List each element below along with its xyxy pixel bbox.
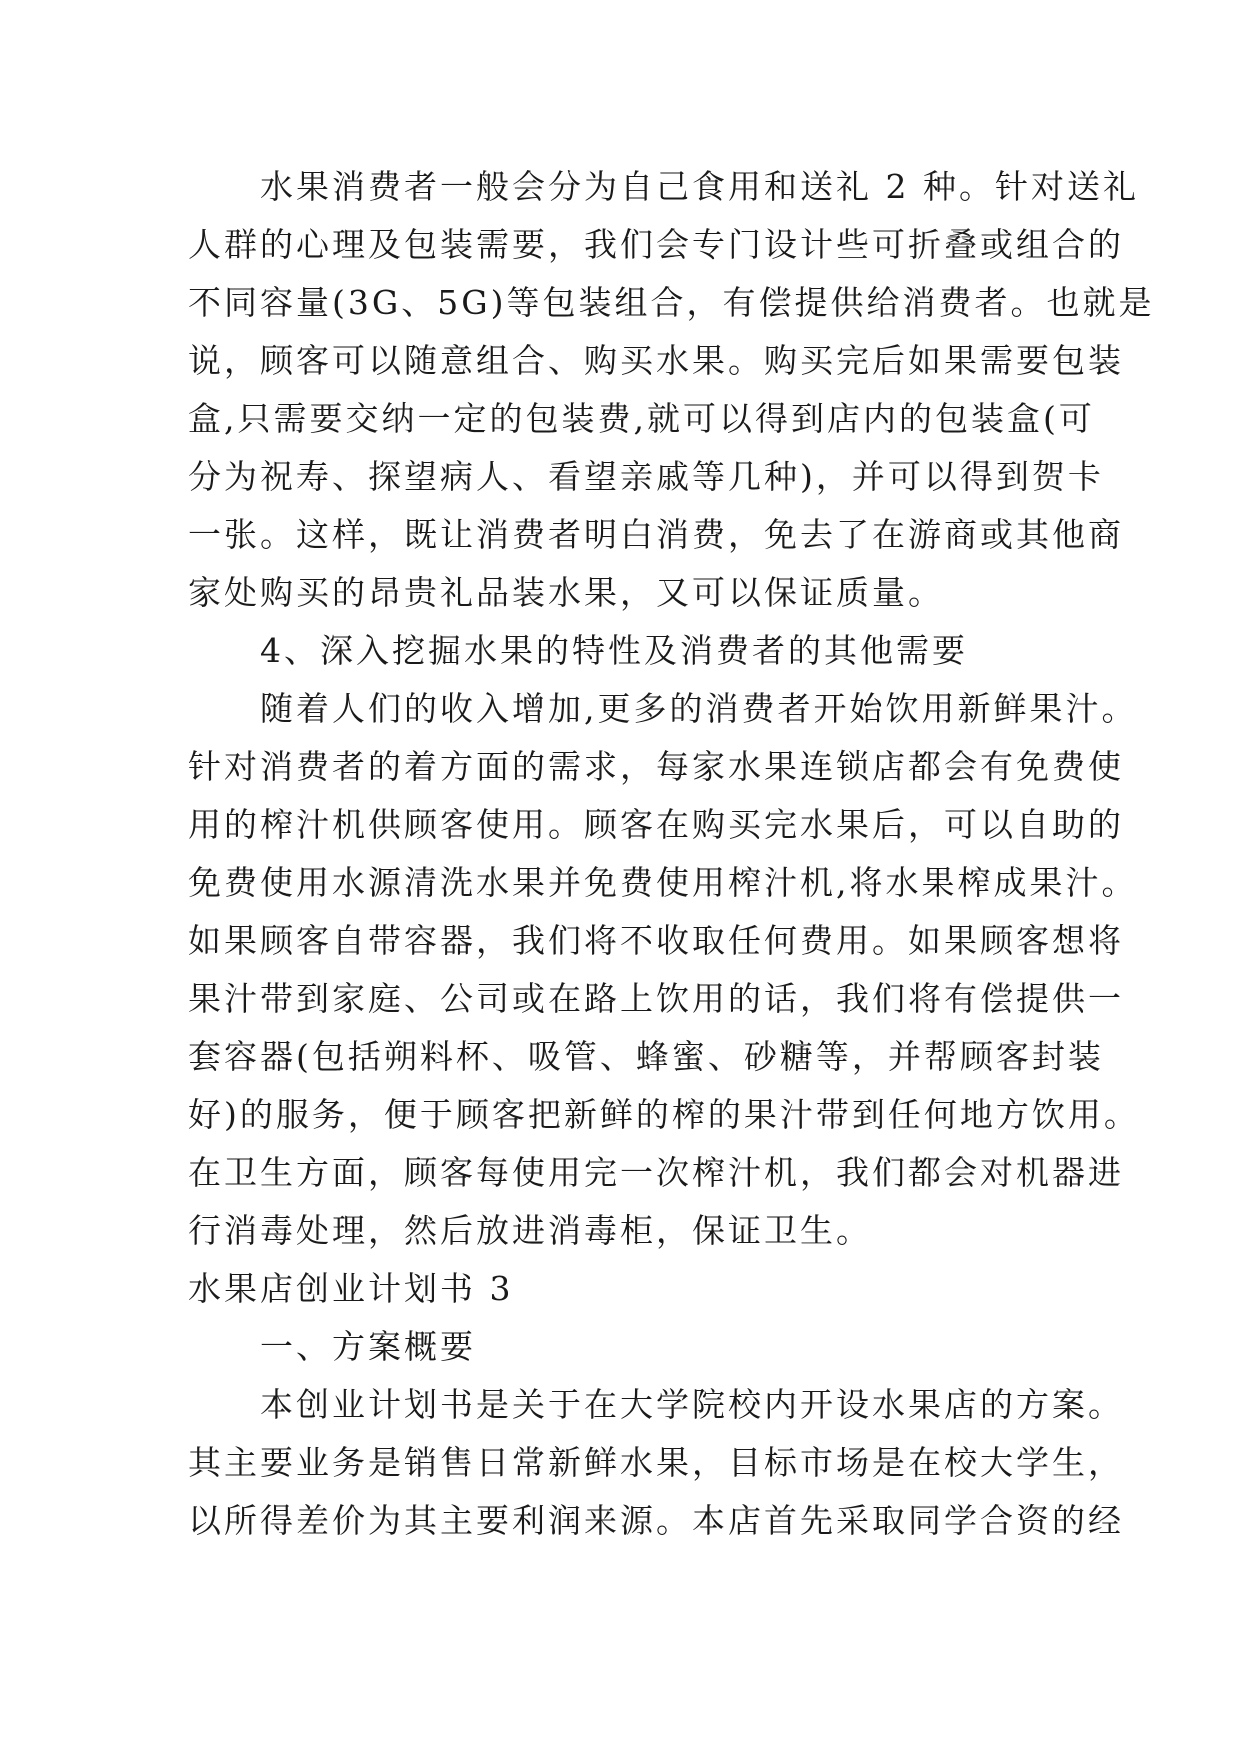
document-body: [188, 158, 1155, 1550]
paragraph-line: 不同容量(3G、5G)等包装组合，有偿提供给消费者。也就是: [188, 283, 1155, 322]
paragraph-line: 以所得差价为其主要利润来源。本店首先采取同学合资的经: [188, 1501, 1124, 1540]
paragraph-line: 说，顾客可以随意组合、购买水果。购买完后如果需要包装: [188, 341, 1124, 380]
paragraph-line: 针对消费者的着方面的需求，每家水果连锁店都会有免费使: [188, 747, 1124, 786]
document-title: 水果店创业计划书 3: [188, 1269, 514, 1308]
paragraph-line: 盒,只需要交纳一定的包装费,就可以得到店内的包装盒(可: [188, 399, 1095, 438]
section-heading: 一、方案概要: [260, 1327, 476, 1366]
paragraph-line: 套容器(包括朔料杯、吸管、蜂蜜、砂糖等，并帮顾客封装: [188, 1037, 1104, 1076]
paragraph-line: 一张。这样，既让消费者明白消费，免去了在游商或其他商: [188, 515, 1124, 554]
section-heading: 4、深入挖掘水果的特性及消费者的其他需要: [260, 631, 968, 670]
paragraph-line: 人群的心理及包装需要，我们会专门设计些可折叠或组合的: [188, 225, 1124, 264]
paragraph-line: 其主要业务是销售日常新鲜水果，目标市场是在校大学生，: [188, 1443, 1124, 1482]
paragraph-line: 水果消费者一般会分为自己食用和送礼 2 种。针对送礼: [260, 167, 1139, 206]
paragraph-line: 免费使用水源清洗水果并免费使用榨汁机,将水果榨成果汁。: [188, 863, 1138, 902]
paragraph-line: 在卫生方面，顾客每使用完一次榨汁机，我们都会对机器进: [188, 1153, 1124, 1192]
paragraph-line: 分为祝寿、探望病人、看望亲戚等几种)，并可以得到贺卡: [188, 457, 1104, 496]
paragraph-line: 家处购买的昂贵礼品装水果，又可以保证质量。: [188, 573, 944, 612]
paragraph-line: 用的榨汁机供顾客使用。顾客在购买完水果后，可以自助的: [188, 805, 1124, 844]
paragraph-line: 行消毒处理，然后放进消毒柜，保证卫生。: [188, 1211, 872, 1250]
paragraph-line: 随着人们的收入增加,更多的消费者开始饮用新鲜果汁。: [260, 689, 1138, 728]
paragraph-line: 如果顾客自带容器，我们将不收取任何费用。如果顾客想将: [188, 921, 1124, 960]
paragraph-line: 好)的服务，便于顾客把新鲜的榨的果汁带到任何地方饮用。: [188, 1095, 1140, 1134]
paragraph-line: 本创业计划书是关于在大学院校内开设水果店的方案。: [260, 1385, 1124, 1424]
paragraph-line: 果汁带到家庭、公司或在路上饮用的话，我们将有偿提供一: [188, 979, 1124, 1018]
